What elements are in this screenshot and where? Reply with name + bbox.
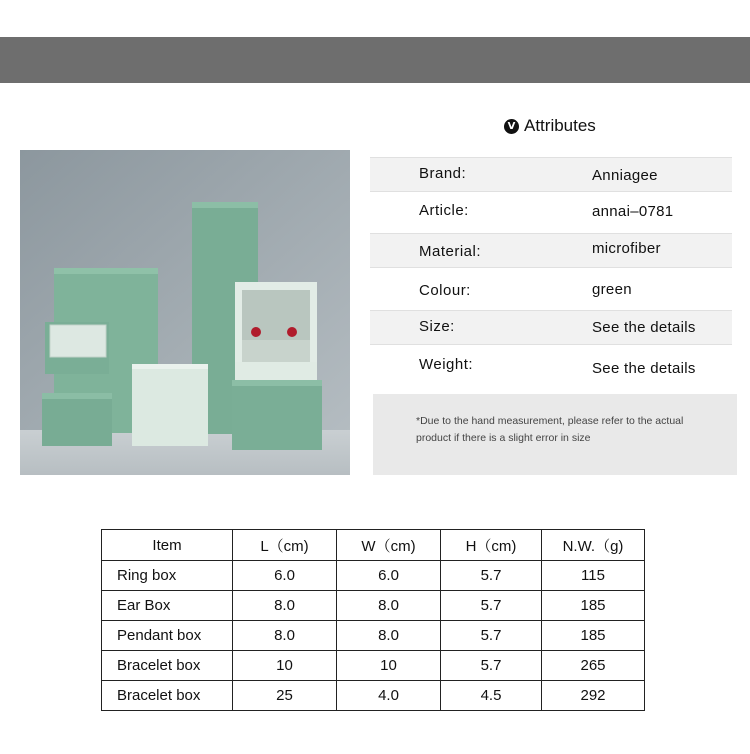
attribute-row-weight [370,345,732,385]
attribute-label: Weight: [419,356,474,373]
cell-weight: 115 [542,561,645,591]
table-row [102,681,645,711]
attribute-value: annai–0781 [592,203,674,220]
cell-length: 8.0 [233,621,337,651]
header-item: Item [102,530,233,561]
cell-item: Ear Box [102,591,233,621]
cell-width: 8.0 [337,591,441,621]
cell-weight: 185 [542,621,645,651]
v-badge-icon: V [504,119,519,134]
header-net-weight: N.W.（g) [542,530,645,561]
size-spec-table [101,529,645,711]
attribute-label: Material: [419,243,482,260]
cell-item: Bracelet box [102,651,233,681]
cell-width: 10 [337,651,441,681]
attribute-row-colour [370,268,732,308]
cell-weight: 292 [542,681,645,711]
cell-height: 5.7 [441,621,542,651]
attribute-label: Article: [419,202,469,219]
cell-item: Bracelet box [102,681,233,711]
cell-item: Pendant box [102,621,233,651]
attribute-value: See the details [592,319,696,336]
cell-width: 8.0 [337,621,441,651]
cell-height: 5.7 [441,561,542,591]
cell-length: 6.0 [233,561,337,591]
attribute-value: Anniagee [592,167,658,184]
cell-height: 5.7 [441,651,542,681]
cell-weight: 185 [542,591,645,621]
cell-width: 4.0 [337,681,441,711]
attribute-label: Colour: [419,282,471,299]
table-header-row [102,530,645,561]
attribute-label: Size: [419,318,455,335]
cell-length: 8.0 [233,591,337,621]
attribute-value: green [592,281,632,298]
attributes-title: Attributes [524,116,596,135]
cell-length: 25 [233,681,337,711]
attributes-heading [504,115,596,137]
cell-weight: 265 [542,651,645,681]
attribute-row-material [370,233,732,268]
note-line-1: *Due to the hand measurement, please refer to the actual [416,415,684,427]
header-length: L（cm) [233,530,337,561]
cell-height: 5.7 [441,591,542,621]
top-banner [0,37,750,83]
attribute-label: Brand: [419,165,467,182]
attribute-value: microfiber [592,240,661,257]
header-height: H（cm) [441,530,542,561]
cell-item: Ring box [102,561,233,591]
white-ring-box [132,364,208,446]
cell-width: 6.0 [337,561,441,591]
cell-height: 4.5 [441,681,542,711]
table-row [102,591,645,621]
measurement-note [373,394,737,475]
table-row [102,561,645,591]
table-row [102,651,645,681]
product-photo [20,150,350,475]
attribute-row-brand [370,157,732,192]
header-width: W（cm) [337,530,441,561]
table-row [102,621,645,651]
attribute-row-article [370,192,732,232]
note-line-2: product if there is a slight error in size [416,432,591,444]
attribute-row-size [370,310,732,345]
earring-box-base [232,380,322,450]
cell-length: 10 [233,651,337,681]
attribute-value: See the details [592,360,696,377]
